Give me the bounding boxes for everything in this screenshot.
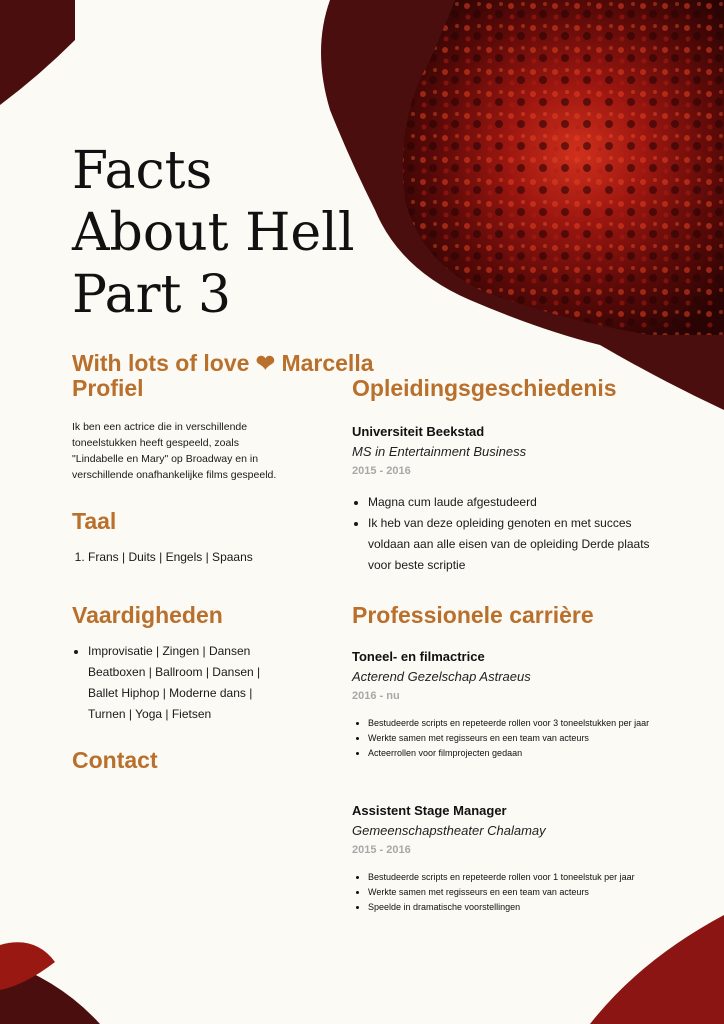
job-bullets: [352, 870, 672, 915]
title-line-2: About Hell: [72, 203, 355, 263]
job-org: Acterend Gezelschap Astraeus: [352, 669, 531, 684]
job-org: Gemeenschapstheater Chalamay: [352, 823, 546, 838]
job-entry: [352, 649, 672, 761]
career-section: [352, 602, 672, 915]
subtitle: With lots of love ❤ Marcella: [72, 350, 374, 376]
education-bullets: [352, 492, 672, 576]
degree-name: MS in Entertainment Business: [352, 444, 527, 459]
list-item: • Magna cum laude afgestudeerd: [368, 492, 672, 513]
language-heading: Taal: [72, 508, 117, 534]
education-section: [352, 375, 672, 576]
language-section: [72, 508, 312, 565]
skills-list: [72, 641, 272, 725]
job-bullets: [352, 716, 672, 761]
list-item: • Acteerrollen voor filmprojecten gedaan: [368, 746, 672, 761]
job-entry: [352, 803, 672, 915]
contact-section: [72, 747, 158, 774]
list-item: • Improvisatie | Zingen | Dansen Beatboxen | Ballroom | Dansen | Ballet Hiphop | Moderne dans | Turnen | Yoga | Fietsen: [88, 641, 272, 725]
job-dates: 2015 - 2016: [352, 844, 411, 856]
job-dates: 2016 - nu: [352, 690, 400, 702]
career-heading: Professionele carrière: [352, 602, 594, 628]
profile-heading: Profiel: [72, 375, 144, 401]
language-list: [72, 549, 312, 565]
profile-text: Ik ben een actrice die in verschillende toneelstukken heeft gespeeld, zoals "Lindabelle en Mary" op Broadway en in verschillende onafhankelijke films gespeeld.: [72, 421, 277, 481]
job-title: Toneel- en filmactrice: [352, 649, 485, 664]
school-name: Universiteit Beekstad: [352, 424, 485, 439]
list-item: • Speelde in dramatische voorstellingen: [368, 900, 672, 915]
title-line-3: Part 3: [72, 265, 232, 325]
skills-section: [72, 602, 272, 725]
list-item: • Werkte samen met regisseurs en een team van acteurs: [368, 885, 672, 900]
profile-section: [72, 375, 292, 483]
hell-image: [390, 0, 724, 340]
page-title: [72, 140, 402, 326]
list-item: • Ik heb van deze opleiding genoten en met succes voldaan aan alle eisen van de opleiding Derde plaats voor beste scriptie: [368, 513, 672, 576]
education-dates: 2015 - 2016: [352, 465, 411, 477]
job-title: Assistent Stage Manager: [352, 803, 507, 818]
list-item: • Bestudeerde scripts en repeteerde rollen voor 1 toneelstuk per jaar: [368, 870, 672, 885]
list-item: • Werkte samen met regisseurs en een team van acteurs: [368, 731, 672, 746]
list-item: • Bestudeerde scripts en repeteerde rollen voor 3 toneelstukken per jaar: [368, 716, 672, 731]
title-line-1: Facts: [72, 141, 213, 201]
list-item: 1. Frans | Duits | Engels | Spaans: [88, 549, 312, 565]
corner-shape-bottom-right: [590, 915, 724, 1024]
corner-shape-top-left: [0, 0, 75, 105]
education-heading: Opleidingsgeschiedenis: [352, 375, 617, 401]
contact-heading: Contact: [72, 747, 158, 773]
skills-heading: Vaardigheden: [72, 602, 223, 628]
